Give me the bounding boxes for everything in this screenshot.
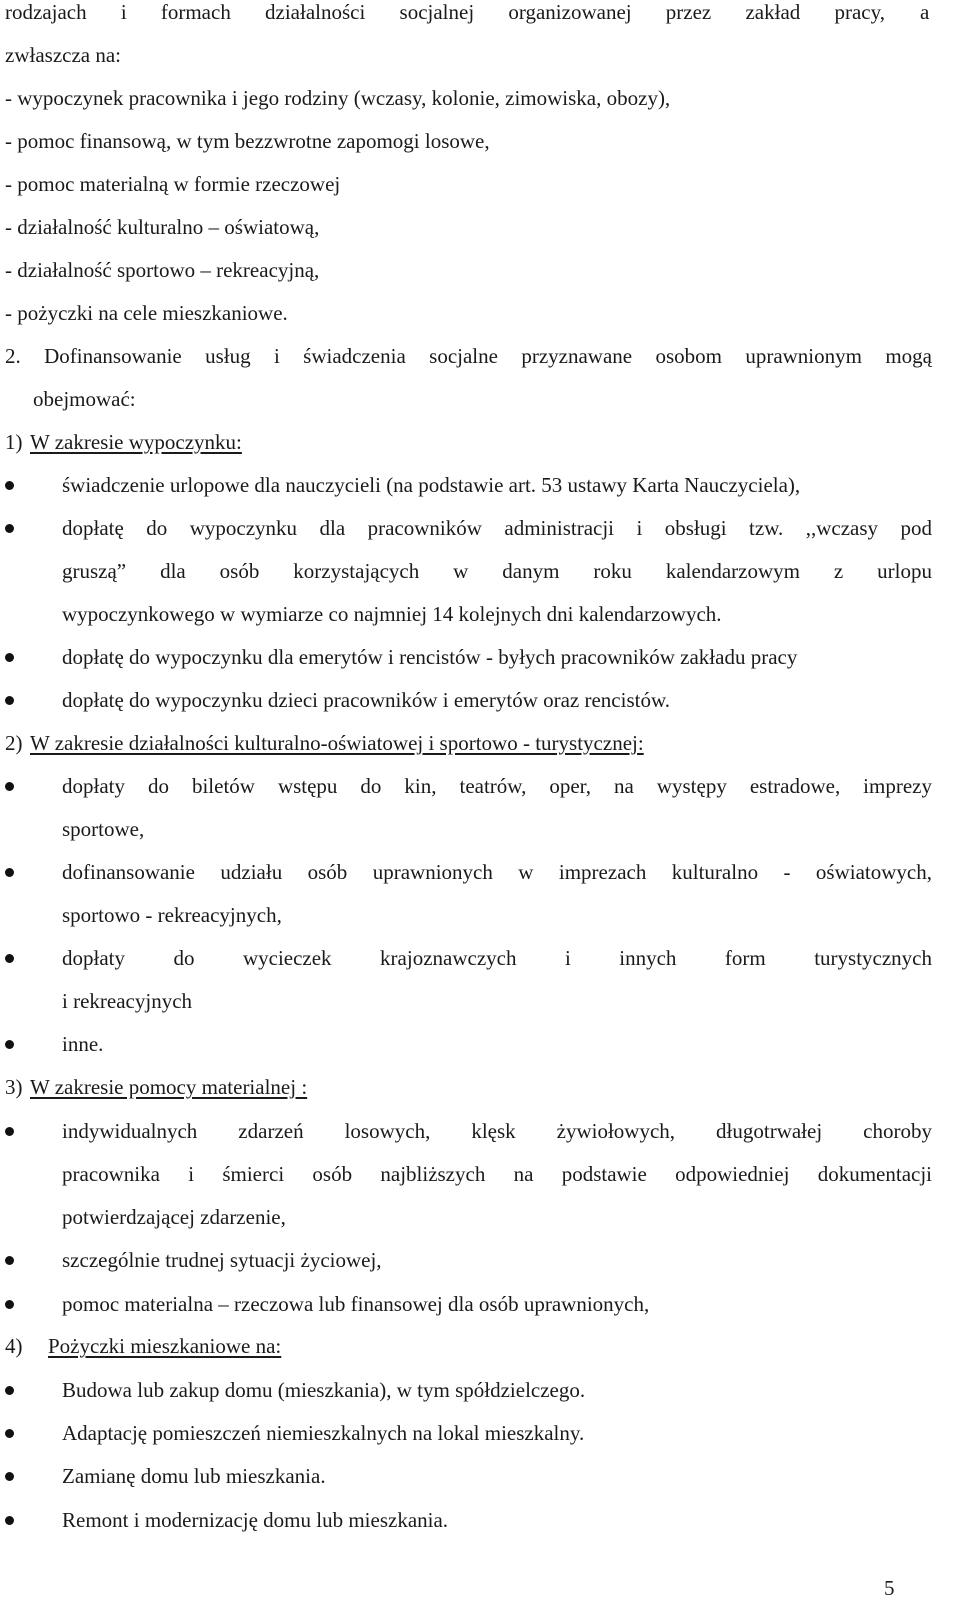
intro-item: - pomoc materialną w formie rzeczowej — [5, 172, 341, 196]
bullet-icon — [5, 1256, 14, 1265]
section2-bullet-3-line-2: i rekreacyjnych — [62, 989, 193, 1013]
bullet-icon — [5, 1300, 14, 1309]
section1-heading: W zakresie wypoczynku: — [30, 430, 242, 454]
bullet-icon — [5, 524, 14, 533]
section1-bullet-2-line-3: wypoczynkowego w wymiarze co najmniej 14 kolejnych dni kalendarzowych. — [62, 602, 722, 626]
section3-number: 3) — [5, 1075, 23, 1099]
section2-number: 2) — [5, 731, 23, 755]
intro-item: - pomoc finansową, w tym bezzwrotne zapomogi losowe, — [5, 129, 490, 153]
bullet-icon — [5, 1516, 14, 1525]
section4-bullet-4: Remont i modernizację domu lub mieszkania. — [62, 1508, 449, 1532]
intro-item: - pożyczki na cele mieszkaniowe. — [5, 301, 288, 325]
section4-heading: Pożyczki mieszkaniowe na: — [48, 1334, 282, 1358]
section2-bullet-1-line-2: sportowe, — [62, 817, 145, 841]
section3-bullet-3: pomoc materialna – rzeczowa lub finansowej dla osób uprawnionych, — [62, 1292, 650, 1316]
intro-line-1-end: a — [920, 0, 930, 24]
section1-bullet-4: dopłatę do wypoczynku dzieci pracowników i emerytów oraz rencistów. — [62, 688, 671, 712]
section4-bullet-3: Zamianę domu lub mieszkania. — [62, 1464, 326, 1488]
bullet-icon — [5, 1429, 14, 1438]
bullet-icon — [5, 1040, 14, 1049]
bullet-icon — [5, 954, 14, 963]
section4-bullet-1: Budowa lub zakup domu (mieszkania), w tym spółdzielczego. — [62, 1378, 586, 1402]
section1-bullet-2-line-2: gruszą” dla osób korzystających w danym roku kalendarzowym z urlopu — [62, 559, 932, 583]
section2-bullet-3-line-1: dopłaty do wycieczek krajoznawczych i innych form turystycznych — [62, 946, 932, 970]
section3-bullet-1-line-2: pracownika i śmierci osób najbliższych na podstawie odpowiedniej dokumentacji — [62, 1162, 932, 1186]
bullet-icon — [5, 1127, 14, 1136]
bullet-icon — [5, 481, 14, 490]
section3-bullet-1-line-1: indywidualnych zdarzeń losowych, klęsk żywiołowych, długotrwałej choroby — [62, 1119, 932, 1143]
section3-bullet-2: szczególnie trudnej sytuacji życiowej, — [62, 1248, 382, 1272]
point2-line-2: obejmować: — [33, 387, 136, 411]
point2-line-1: 2. Dofinansowanie usług i świadczenia socjalne przyznawane osobom uprawnionym mogą — [5, 344, 932, 368]
section1-bullet-1: świadczenie urlopowe dla nauczycieli (na podstawie art. 53 ustawy Karta Nauczyciela), — [62, 473, 801, 497]
bullet-icon — [5, 1472, 14, 1481]
bullet-icon — [5, 782, 14, 791]
intro-item: - wypoczynek pracownika i jego rodziny (wczasy, kolonie, zimowiska, obozy), — [5, 86, 671, 110]
bullet-icon — [5, 868, 14, 877]
section1-bullet-2-line-1: dopłatę do wypoczynku dla pracowników administracji i obsługi tzw. ,,wczasy pod — [62, 516, 932, 540]
bullet-icon — [5, 653, 14, 662]
intro-item: - działalność sportowo – rekreacyjną, — [5, 258, 320, 282]
section2-bullet-4: inne. — [62, 1032, 104, 1056]
intro-line-2: zwłaszcza na: — [5, 43, 122, 67]
intro-item: - działalność kulturalno – oświatową, — [5, 215, 320, 239]
bullet-icon — [5, 696, 14, 705]
section4-bullet-2: Adaptację pomieszczeń niemieszkalnych na lokal mieszkalny. — [62, 1421, 585, 1445]
intro-line-1: rodzajach i formach działalności socjalnej organizowanej przez zakład pracy, — [5, 0, 885, 24]
section1-bullet-3: dopłatę do wypoczynku dla emerytów i rencistów - byłych pracowników zakładu pracy — [62, 645, 798, 669]
page-number: 5 — [884, 1576, 895, 1600]
section2-bullet-2-line-1: dofinansowanie udziału osób uprawnionych w imprezach kulturalno - oświatowych, — [62, 860, 932, 884]
section2-heading: W zakresie działalności kulturalno-oświatowej i sportowo - turystycznej: — [30, 731, 644, 755]
section4-number: 4) — [5, 1334, 23, 1358]
section3-heading: W zakresie pomocy materialnej : — [30, 1075, 308, 1099]
section2-bullet-2-line-2: sportowo - rekreacyjnych, — [62, 903, 282, 927]
bullet-icon — [5, 1386, 14, 1395]
section1-number: 1) — [5, 430, 23, 454]
section2-bullet-1-line-1: dopłaty do biletów wstępu do kin, teatrów, oper, na występy estradowe, imprezy — [62, 774, 932, 798]
section3-bullet-1-line-3: potwierdzającej zdarzenie, — [62, 1205, 286, 1229]
